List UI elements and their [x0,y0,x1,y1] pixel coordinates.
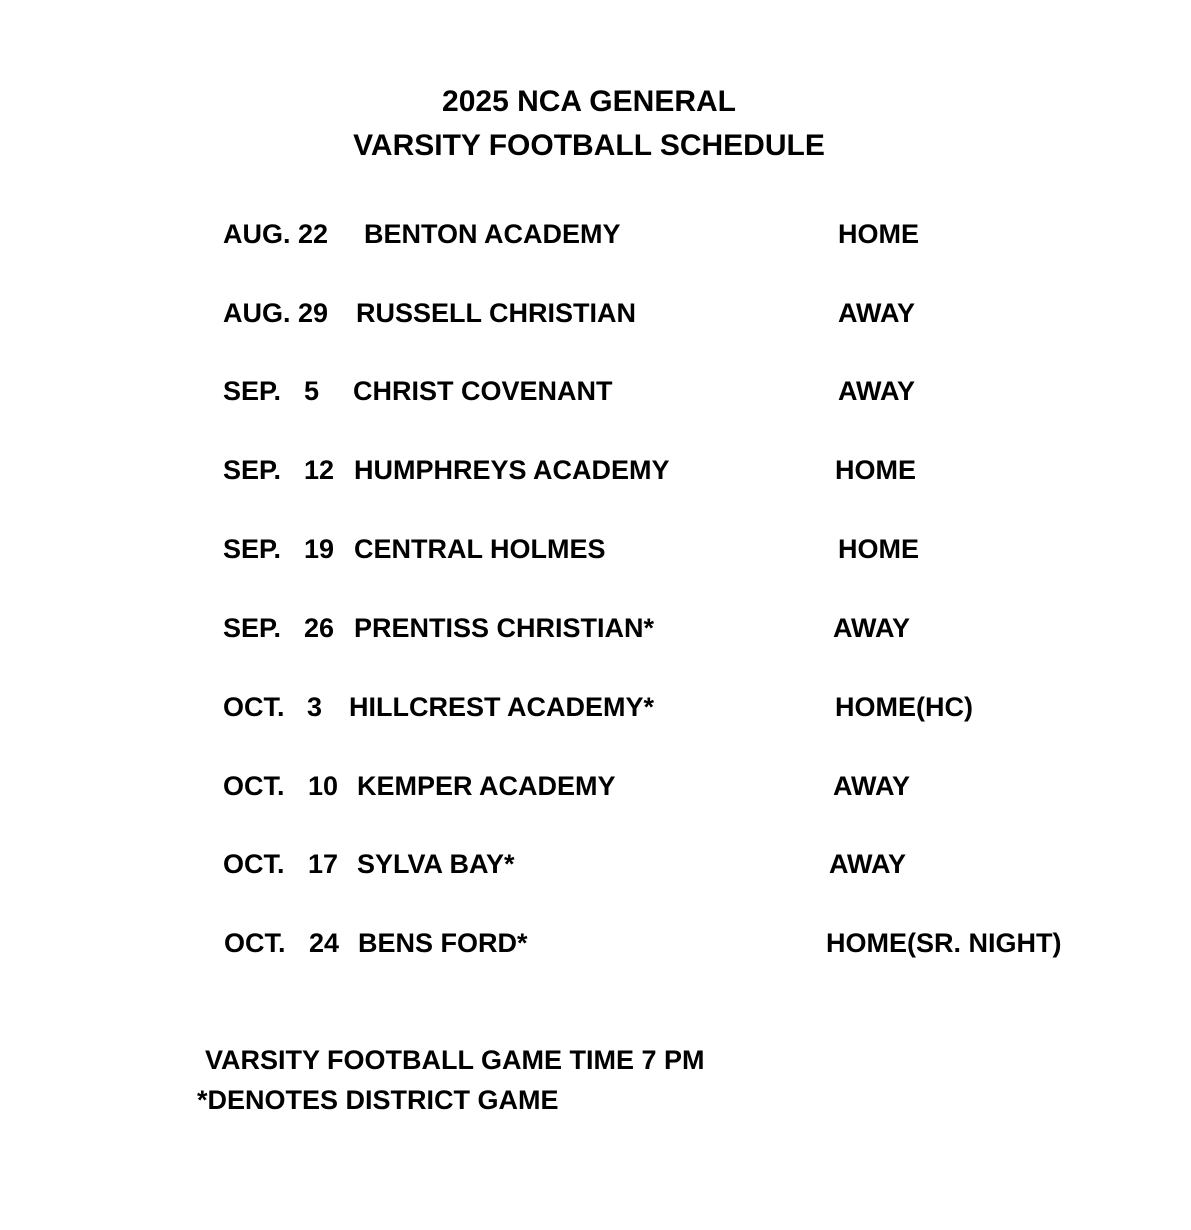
game-date: AUG. 22 [223,219,329,249]
game-day: 19 [304,534,335,564]
game-day: 24 [309,928,340,958]
game-day: 12 [304,455,335,485]
game-day: 17 [308,849,339,879]
game-day: 26 [304,613,335,643]
game-row [0,371,1191,411]
game-opponent: RUSSELL CHRISTIAN [356,298,637,328]
game-opponent: HUMPHREYS ACADEMY [354,455,670,485]
game-row [0,214,1191,254]
game-location: HOME [838,534,919,564]
game-location: HOME(SR. NIGHT) [826,928,1062,958]
game-row [0,529,1191,569]
game-location: AWAY [838,298,916,328]
game-day: 5 [304,376,320,406]
game-month: SEP. [223,376,282,406]
game-opponent: CENTRAL HOLMES [354,534,606,564]
game-location: AWAY [833,771,911,801]
game-day: 3 [307,692,323,722]
schedule-title-line2: VARSITY FOOTBALL SCHEDULE [353,129,825,162]
game-row [0,608,1191,648]
game-opponent: SYLVA BAY* [357,849,515,879]
game-day: 10 [308,771,339,801]
game-row [0,844,1191,884]
game-opponent: CHRIST COVENANT [353,376,613,406]
game-opponent: BENTON ACADEMY [364,219,621,249]
game-opponent: KEMPER ACADEMY [357,771,616,801]
game-row [0,923,1191,963]
game-row [0,293,1191,333]
game-time-note: VARSITY FOOTBALL GAME TIME 7 PM [205,1045,705,1075]
game-location: AWAY [833,613,911,643]
game-location: AWAY [838,376,916,406]
game-location: AWAY [829,849,907,879]
game-date: AUG. 29 [223,298,329,328]
game-opponent: PRENTISS CHRISTIAN* [354,613,655,643]
game-location: HOME [835,455,916,485]
game-month: OCT. [224,928,286,958]
game-row [0,687,1191,727]
game-opponent: BENS FORD* [358,928,528,958]
game-opponent: HILLCREST ACADEMY* [349,692,655,722]
game-location: HOME(HC) [835,692,973,722]
game-month: SEP. [223,534,282,564]
game-month: SEP. [223,455,282,485]
game-month: OCT. [223,849,285,879]
game-month: OCT. [223,692,285,722]
district-game-note: *DENOTES DISTRICT GAME [197,1085,559,1115]
game-row [0,450,1191,490]
game-location: HOME [838,219,919,249]
game-month: OCT. [223,771,285,801]
game-month: SEP. [223,613,282,643]
game-row [0,766,1191,806]
schedule-title-line1: 2025 NCA GENERAL [442,85,736,118]
